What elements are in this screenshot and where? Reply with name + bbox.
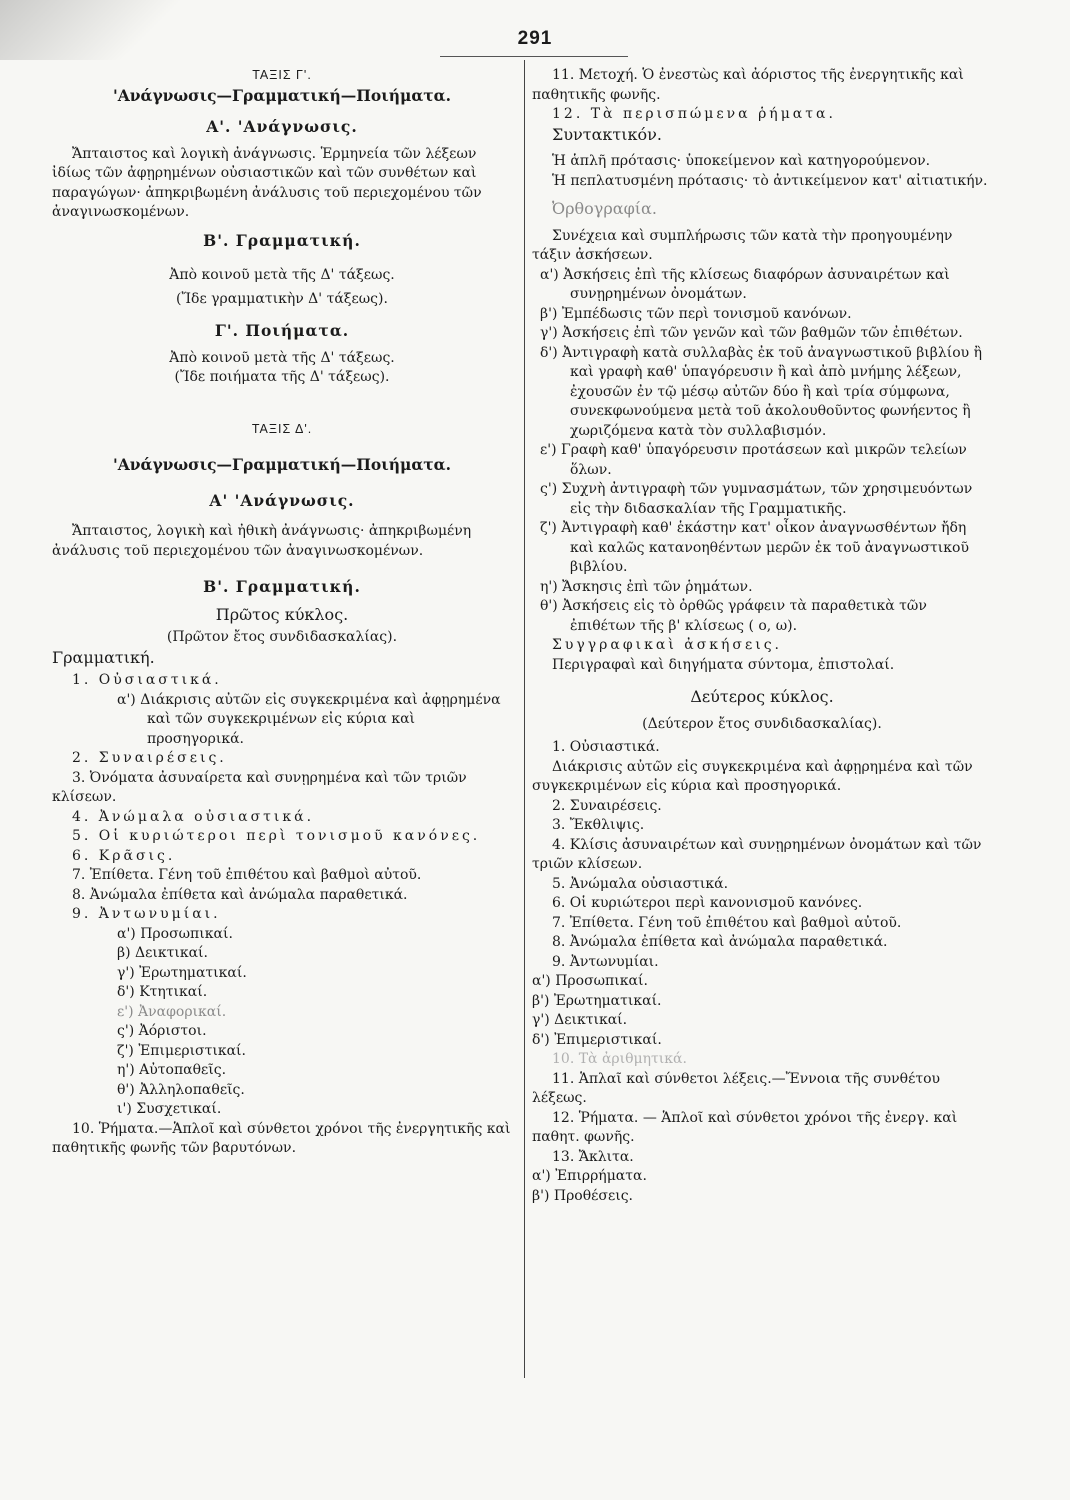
item-9b: β) Δεικτικαί. bbox=[117, 945, 208, 961]
page-number: 291 bbox=[517, 28, 553, 49]
first-year-note: (Πρῶτον ἔτος συνδιδασκαλίας). bbox=[166, 629, 398, 645]
orthography-b: β') Ἐμπέδωσις τῶν περὶ τονισμοῦ κανόνων. bbox=[540, 305, 852, 322]
right-item-11: 11. Μετοχή. Ὁ ἐνεστὼς καὶ ἀόριστος τῆς ἐνεργητικῆς καὶ παθητικῆς φωνῆς. bbox=[532, 67, 964, 103]
second-item-5: 5. Ἀνώμαλα οὐσιαστικά. bbox=[552, 875, 729, 892]
item-9f: ς') Ἀόριστοι. bbox=[117, 1023, 207, 1039]
second-item-4: 4. Κλίσις ἀσυναιρέτων καὶ συνῃρημένων ὀνομάτων καὶ τῶν τριῶν κλίσεων. bbox=[532, 836, 982, 872]
class-c-title: ΤΑΞΙΣ Γ'. bbox=[252, 68, 312, 82]
class-d-subjects: 'Ανάγνωσις—Γραμματική—Ποιήματα. bbox=[112, 455, 451, 474]
item-6: 6. Κρᾶσις. bbox=[72, 847, 176, 864]
orthography-d: δ') Ἀντιγραφὴ κατὰ συλλαβὰς ἐκ τοῦ ἀναγνωστικοῦ βιβλίου ἢ καὶ γραφὴ καθ' ὑπαγόρευσιν ἢ καὶ ἀπὸ μνήμης λέξεων, ἐχουσῶν ἐν τῷ μέσῳ αὐτῶν δύο ἢ καὶ τρία σύμφωνα, συνεκφωνούμενα μετὰ τοῦ ἀκολουθοῦντος φωνήεντος ἢ χωριζόμενα κατὰ τὸν συλλαβισμόν. bbox=[540, 344, 983, 439]
item-9a: α') Προσωπικαί. bbox=[117, 925, 233, 942]
class-d-reading-text: Ἄπταιστος, λογικὴ καὶ ἠθικὴ ἀνάγνωσις· ἀπηκριβωμένη ἀνάλυσις τοῦ περιεχομένου τῶν ἀναγινωσκομένων. bbox=[52, 523, 472, 559]
item-5: 5. Οἱ κυριώτεροι περὶ τονισμοῦ κανόνες. bbox=[72, 828, 481, 844]
second-item-9a: α') Προσωπικαί. bbox=[532, 973, 648, 989]
second-item-9b: β') Ἐρωτηματικαί. bbox=[532, 992, 662, 1009]
column-divider bbox=[524, 60, 525, 1378]
second-item-3: 3. Ἔκθλιψις. bbox=[552, 817, 645, 833]
second-cycle-heading: Δεύτερος κύκλος. bbox=[690, 687, 834, 706]
syntax-line1: Ἡ ἁπλῆ πρότασις· ὑποκείμενον καὶ κατηγορούμενον. bbox=[552, 153, 931, 169]
grammar-label: Γραμματική. bbox=[52, 647, 155, 667]
second-item-8: 8. Ἀνώμαλα ἐπίθετα καὶ ἀνώμαλα παραθετικά. bbox=[552, 934, 888, 950]
second-item-9d: δ') Ἐπιμεριστικαί. bbox=[532, 1031, 662, 1048]
item-9i: θ') Ἀλληλοπαθεῖς. bbox=[117, 1081, 245, 1098]
orthography-intro: Συνέχεια καὶ συμπλήρωσις τῶν κατὰ τὴν προηγουμένην τάξιν ἀσκήσεων. bbox=[532, 227, 953, 263]
class-d-reading-heading: Α' 'Ανάγνωσις. bbox=[209, 490, 355, 510]
scan-smudge bbox=[0, 0, 200, 60]
first-cycle-heading: Πρῶτος κύκλος. bbox=[215, 604, 349, 624]
item-9d: δ') Κτητικαί. bbox=[117, 984, 208, 1000]
orthography-e: ε') Γραφὴ καθ' ὑπαγόρευσιν προτάσεων καὶ μικρῶν τελείων ὅλων. bbox=[540, 442, 967, 478]
item-9h: η') Αὐτοπαθεῖς. bbox=[117, 1062, 227, 1078]
class-c-reading-text: Ἄπταιστος καὶ λογικὴ ἀνάγνωσις. Ἑρμηνεία τῶν λέξεων ἰδίως τῶν ἀφῃρημένων οὐσιαστικῶν καὶ τῶν συνθέτων καὶ παραγώγων· ἀπηκριβωμένη ἀνάλυσις τοῦ περιεχομένου τῶν ἀναγινωσκομένων. bbox=[52, 145, 482, 220]
item-4: 4. Ἀνώμαλα οὐσιαστικά. bbox=[72, 808, 315, 825]
item-9e: ε') Ἀναφορικαί. bbox=[117, 1003, 227, 1020]
second-item-11: 11. Ἁπλαῖ καὶ σύνθετοι λέξεις.—Ἔννοια τῆς συνθέτου λέξεως. bbox=[532, 1070, 941, 1106]
class-c-reading-heading: Α'. 'Ανάγνωσις. bbox=[206, 117, 358, 136]
syntax-line2: Ἡ πεπλατυσμένη πρότασις· τὸ ἀντικείμενον κατ' αἰτιατικήν. bbox=[552, 172, 988, 189]
class-c-poems-line1: Ἀπὸ κοινοῦ μετὰ τῆς Δ' τάξεως. bbox=[169, 349, 395, 366]
item-9g: ζ') Ἐπιμεριστικαί. bbox=[117, 1042, 246, 1059]
item-10: 10. Ῥήματα.—Ἁπλοῖ καὶ σύνθετοι χρόνοι τῆς ἐνεργητικῆς καὶ παθητικῆς φωνῆς τῶν βαρυτόνων. bbox=[52, 1120, 511, 1156]
class-c-poems-heading: Γ'. Ποιήματα. bbox=[214, 321, 350, 340]
right-item-12: 12. Τὰ περισπώμενα ῥήματα. bbox=[552, 106, 836, 122]
syntax-heading: Συντακτικόν. bbox=[552, 124, 662, 144]
second-year-note: (Δεύτερον ἔτος συνδιδασκαλίας). bbox=[642, 715, 882, 732]
second-item-9: 9. Ἀντωνυμίαι. bbox=[552, 953, 659, 970]
orthography-a: α') Ἀσκήσεις ἐπὶ τῆς κλίσεως διαφόρων ἀσυναιρέτων καὶ συνῃρημένων ὀνομάτων. bbox=[540, 266, 950, 302]
item-9j: ι') Συσχετικαί. bbox=[117, 1101, 222, 1117]
item-1: 1. Οὐσιαστικά. bbox=[72, 672, 222, 688]
item-3: 3. Ὀνόματα ἀσυναίρετα καὶ συνῃρημένα καὶ τῶν τριῶν κλίσεων. bbox=[52, 769, 467, 805]
class-c-grammar-line2: (Ἴδε γραμματικὴν Δ' τάξεως). bbox=[176, 290, 388, 307]
header-rule bbox=[440, 56, 628, 57]
class-c-grammar-line1: Ἀπὸ κοινοῦ μετὰ τῆς Δ' τάξεως. bbox=[169, 267, 395, 283]
left-column bbox=[52, 66, 512, 1159]
orthography-heading: Ὀρθογραφία. bbox=[552, 199, 657, 218]
item-2: 2. Συναιρέσεις. bbox=[72, 750, 227, 766]
class-c-subjects: 'Ανάγνωσις—Γραμματική—Ποιήματα. bbox=[112, 85, 451, 105]
class-c-grammar-heading: Β'. Γραμματική. bbox=[203, 230, 361, 250]
second-item-7: 7. Ἐπίθετα. Γένη τοῦ ἐπιθέτου καὶ βαθμοὶ αὐτοῦ. bbox=[552, 914, 902, 931]
second-item-12: 12. Ῥήματα. — Ἁπλοῖ καὶ σύνθετοι χρόνοι τῆς ἐνεργ. καὶ παθητ. φωνῆς. bbox=[532, 1109, 958, 1145]
class-d-grammar-heading: Β'. Γραμματική. bbox=[203, 577, 361, 596]
second-item-1-text: Διάκρισις αὐτῶν εἰς συγκεκριμένα καὶ ἀφῃρημένα καὶ τῶν συγκεκριμένων εἰς κύρια καὶ προσηγορικά. bbox=[532, 758, 973, 794]
right-column bbox=[532, 66, 992, 1206]
second-item-1: 1. Οὐσιαστικά. bbox=[552, 739, 660, 755]
essay-text: Περιγραφαὶ καὶ διηγήματα σύντομα, ἐπιστολαί. bbox=[552, 656, 895, 673]
item-7: 7. Ἐπίθετα. Γένη τοῦ ἐπιθέτου καὶ βαθμοὶ αὐτοῦ. bbox=[72, 867, 422, 883]
orthography-h: η') Ἄσκησις ἐπὶ τῶν ῥημάτων. bbox=[540, 578, 753, 595]
second-item-13a: α') Ἐπιρρήματα. bbox=[532, 1168, 647, 1184]
class-c-poems-line2: (Ἴδε ποιήματα τῆς Δ' τάξεως). bbox=[174, 369, 390, 385]
item-9c: γ') Ἐρωτηματικαί. bbox=[117, 964, 247, 981]
second-item-2: 2. Συναιρέσεις. bbox=[552, 797, 662, 814]
second-item-13b: β') Προθέσεις. bbox=[532, 1187, 633, 1204]
orthography-g: ζ') Ἀντιγραφὴ καθ' ἑκάστην κατ' οἶκον ἀναγνωσθέντων ἤδη καὶ καλῶς κατανοηθέντων μερῶν ἐκ τοῦ ἀναγνωστικοῦ βιβλίου. bbox=[540, 520, 969, 575]
second-item-13: 13. Ἄκλιτα. bbox=[552, 1148, 634, 1165]
class-d-title: ΤΑΞΙΣ Δ'. bbox=[251, 421, 313, 436]
second-item-6: 6. Οἱ κυριώτεροι περὶ κανονισμοῦ κανόνες. bbox=[552, 895, 863, 911]
orthography-f: ς') Συχνὴ ἀντιγραφὴ τῶν γυμνασμάτων, τῶν χρησιμευόντων εἰς τὴν διδασκαλίαν τῆς Γραμματικῆς. bbox=[540, 481, 973, 517]
item-1a: α') Διάκρισις αὐτῶν εἰς συγκεκριμένα καὶ ἀφῃρημένα καὶ τῶν συγκεκριμένων εἰς κύρια καὶ προσηγορικά. bbox=[117, 691, 501, 747]
orthography-c: γ') Ἀσκήσεις ἐπὶ τῶν γενῶν καὶ τῶν βαθμῶν τῶν ἐπιθέτων. bbox=[540, 325, 963, 341]
essay-heading: Συγγραφικαὶ ἀσκήσεις. bbox=[552, 637, 783, 653]
second-item-10: 10. Τὰ ἀριθμητικά. bbox=[552, 1051, 687, 1067]
second-item-9c: γ') Δεικτικαί. bbox=[532, 1012, 628, 1028]
orthography-i: θ') Ἀσκήσεις εἰς τὸ ὀρθῶς γράφειν τὰ παραθετικὰ τῶν ἐπιθέτων τῆς β' κλίσεως ( ο, ω). bbox=[540, 598, 927, 634]
item-8: 8. Ἀνώμαλα ἐπίθετα καὶ ἀνώμαλα παραθετικά. bbox=[72, 886, 408, 903]
item-9: 9. Ἀντωνυμίαι. bbox=[72, 906, 221, 922]
